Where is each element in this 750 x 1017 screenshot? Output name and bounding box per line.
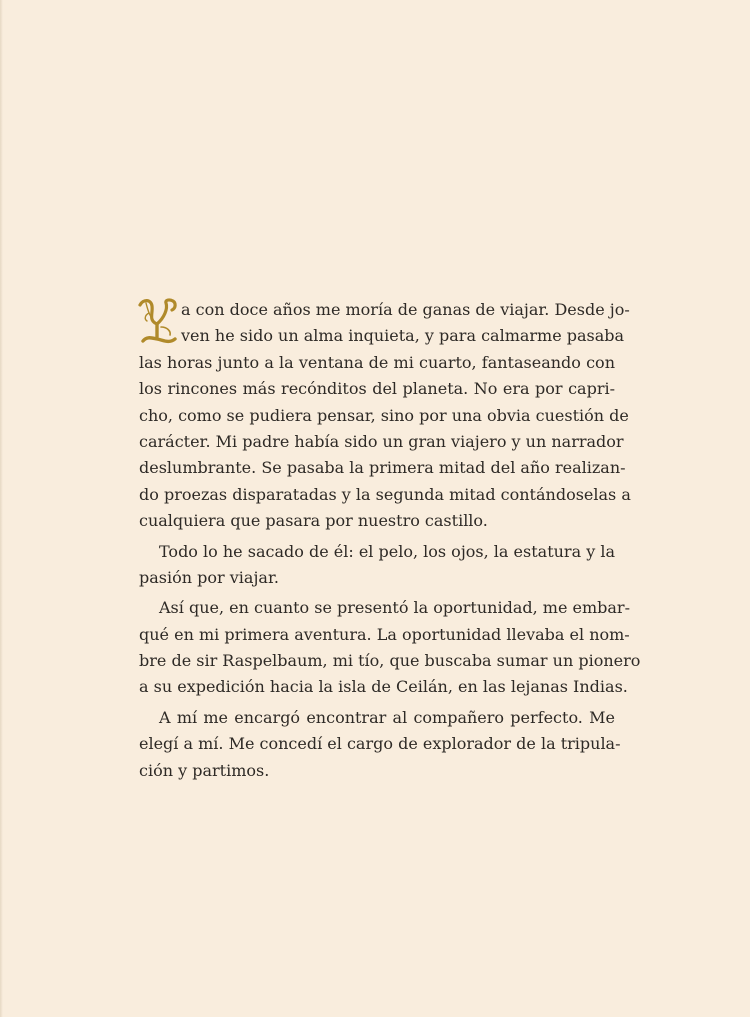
text-line: a su expedición hacia la isla de Ceilán, en las lejanas Indias. [139,677,628,697]
text-line: Así que, en cuanto se presentó la oportunidad, me embar- [159,598,630,618]
text-line: bre de sir Raspelbaum, mi tío, que buscaba sumar un pionero [139,651,641,671]
paragraph [139,539,615,592]
text-line: A mí me encargó encontrar al compañero perfecto. Me [159,707,615,727]
text-line: cho, como se pudiera pensar, sino por una obvia cuestión de [139,405,629,425]
text-line: qué en mi primera aventura. La oportunidad llevaba el nom- [139,624,630,644]
paragraph [139,705,621,784]
text-line: do proezas disparatadas y la segunda mitad contándoselas a [139,484,631,504]
text-line: los rincones más recónditos del planeta. No era por capri- [139,379,615,399]
paragraph [139,297,631,535]
paragraphs [139,297,641,784]
paragraph [139,595,641,701]
drop-cap-ornament [137,297,179,347]
text-line: ven he sido un alma inquieta, y para calmarme pasaba [181,326,625,346]
page-edge-shadow [0,0,3,1017]
text-line: ción y partimos. [139,760,270,780]
text-line: deslumbrante. Se pasaba la primera mitad del año realizan- [139,458,626,478]
text-line: cualquiera que pasara por nuestro castillo. [139,511,488,531]
text-line: las horas junto a la ventana de mi cuarto, fantaseando con [139,352,615,372]
chapter-text [139,297,641,784]
text-line: Todo lo he sacado de él: el pelo, los ojos, la estatura y la [159,541,615,561]
text-line: a con doce años me moría de ganas de viajar. Desde jo- [181,300,630,319]
text-line: carácter. Mi padre había sido un gran viajero y un narrador [139,431,624,451]
text-line: pasión por viajar. [139,567,279,587]
text-line: elegí a mí. Me concedí el cargo de explorador de la tripula- [139,734,621,754]
